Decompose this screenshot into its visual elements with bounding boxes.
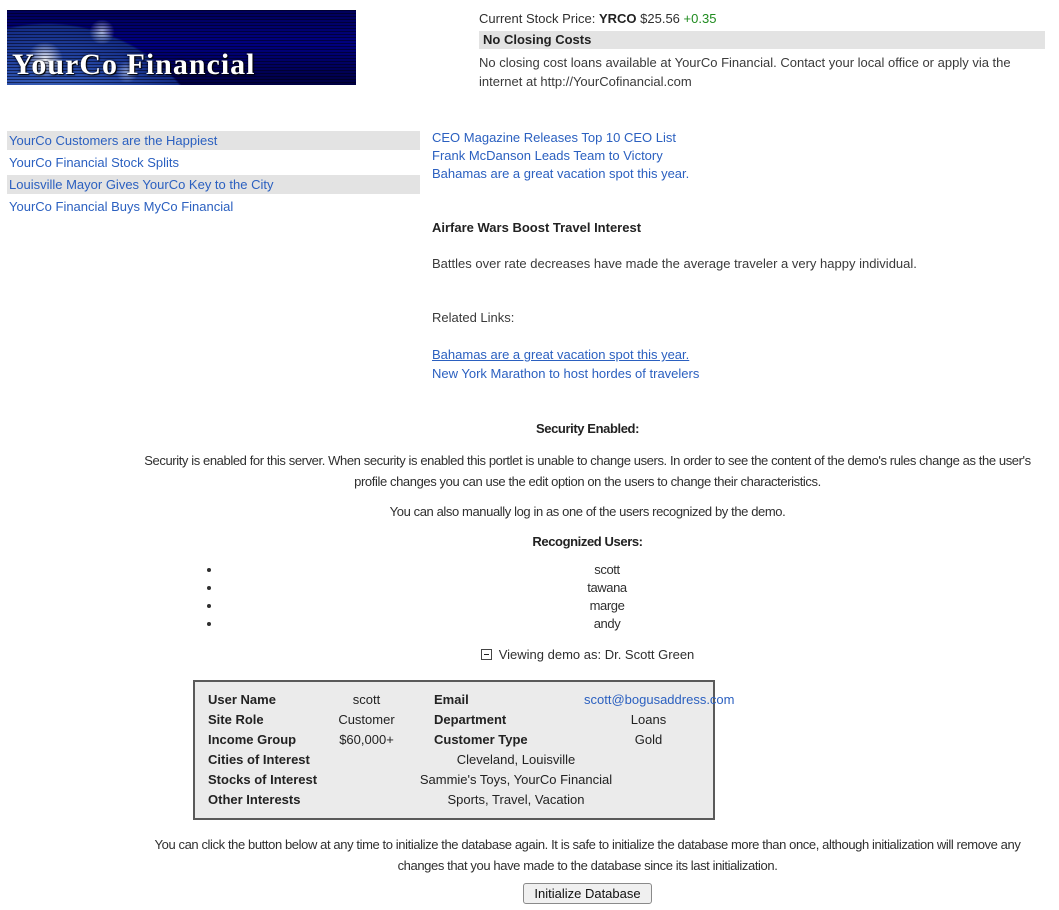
recognized-users-list <box>130 561 1045 633</box>
news-link-2[interactable]: YourCo Financial Stock Splits <box>9 155 180 170</box>
yourco-logo-banner <box>7 10 356 85</box>
collapse-minus-icon[interactable] <box>481 649 492 660</box>
table-row <box>194 770 714 790</box>
headline-link-2[interactable]: Frank McDanson Leads Team to Victory <box>432 148 663 163</box>
stock-price: $25.56 <box>640 11 680 26</box>
user-name-scott: • scott <box>222 561 992 579</box>
security-title: Security Enabled: <box>535 421 639 436</box>
profile-table <box>193 680 735 820</box>
table-row <box>194 730 714 750</box>
stock-label: Current Stock Price: <box>479 11 596 26</box>
logo-text: YourCo Financial <box>12 48 256 81</box>
profile-value-other-interests: Sports, Travel, Vacation <box>447 792 585 807</box>
profile-value-user-name: scott <box>352 692 381 707</box>
security-paragraph: Security is enabled for this server. When security is enabled this portlet is unable to change users. In order to see the content of the demo's rules change as the user's profile changes you can use the edit option on the users to change their characteristics. <box>144 453 1031 489</box>
table-row <box>194 681 714 710</box>
related-links-label: Related Links: <box>432 310 515 325</box>
headline-link-1[interactable]: CEO Magazine Releases Top 10 CEO List <box>432 130 676 145</box>
profile-value-customer-type: Gold <box>634 732 663 747</box>
profile-label-email: Email <box>434 692 469 707</box>
profile-value-stocks: Sammie's Toys, YourCo Financial <box>419 772 613 787</box>
manual-login-paragraph: You can also manually log in as one of the users recognized by the demo. <box>389 504 786 519</box>
initialize-info-paragraph: You can click the button below at any time to initialize the database again. It is safe to initialize the database more than once, although initialization will remove any changes that you have made to the database since its last initialization. <box>154 837 1021 873</box>
stock-ticker <box>479 11 716 26</box>
profile-label-other-interests: Other Interests <box>208 792 301 807</box>
news-link-3[interactable]: Louisville Mayor Gives YourCo Key to the City <box>7 175 420 194</box>
viewing-demo-label: Viewing demo as: Dr. Scott Green <box>498 647 695 662</box>
news-list <box>7 131 420 219</box>
demo-admin-section <box>130 421 1045 904</box>
related-link-1[interactable]: Bahamas are a great vacation spot this year. <box>432 347 690 362</box>
table-row <box>194 710 714 730</box>
news-link-1[interactable]: YourCo Customers are the Happiest <box>7 131 420 150</box>
promo-body-text: No closing cost loans available at YourCo Financial. Contact your local office or apply via the internet at http://YourCofinancial.com <box>479 55 1011 89</box>
user-name-marge: • marge <box>222 597 992 615</box>
profile-value-site-role: Customer <box>338 712 395 727</box>
profile-value-department: Loans <box>630 712 667 727</box>
initialize-database-button[interactable]: Initialize Database <box>523 883 651 904</box>
profile-label-department: Department <box>434 712 507 727</box>
headline-list <box>432 129 689 183</box>
promo-headline: No Closing Costs <box>479 31 1045 49</box>
stock-change: +0.35 <box>683 11 717 26</box>
viewing-demo-row <box>130 647 1045 663</box>
table-row <box>194 790 714 819</box>
headline-link-3[interactable]: Bahamas are a great vacation spot this year. <box>432 166 690 181</box>
profile-label-cities: Cities of Interest <box>208 752 310 767</box>
profile-value-income-group: $60,000+ <box>339 732 394 747</box>
user-name-andy: • andy <box>222 615 992 633</box>
news-link-4[interactable]: YourCo Financial Buys MyCo Financial <box>9 199 234 214</box>
recognized-users-title: Recognized Users: <box>532 534 643 549</box>
stock-symbol: YRCO <box>598 11 637 26</box>
related-links-list <box>432 345 699 383</box>
article-title: Airfare Wars Boost Travel Interest <box>432 220 642 235</box>
user-name-tawana: • tawana <box>222 579 992 597</box>
profile-label-customer-type: Customer Type <box>434 732 528 747</box>
email-link[interactable]: scott@bogusaddress.com <box>584 692 735 707</box>
related-link-2[interactable]: New York Marathon to host hordes of travelers <box>432 366 700 381</box>
table-row <box>194 750 714 770</box>
profile-label-user-name: User Name <box>208 692 276 707</box>
profile-label-site-role: Site Role <box>208 712 264 727</box>
profile-label-stocks: Stocks of Interest <box>208 772 318 787</box>
article-body: Battles over rate decreases have made the average traveler a very happy individual. <box>432 256 917 271</box>
profile-label-income-group: Income Group <box>208 732 297 747</box>
profile-value-cities: Cleveland, Louisville <box>456 752 576 767</box>
